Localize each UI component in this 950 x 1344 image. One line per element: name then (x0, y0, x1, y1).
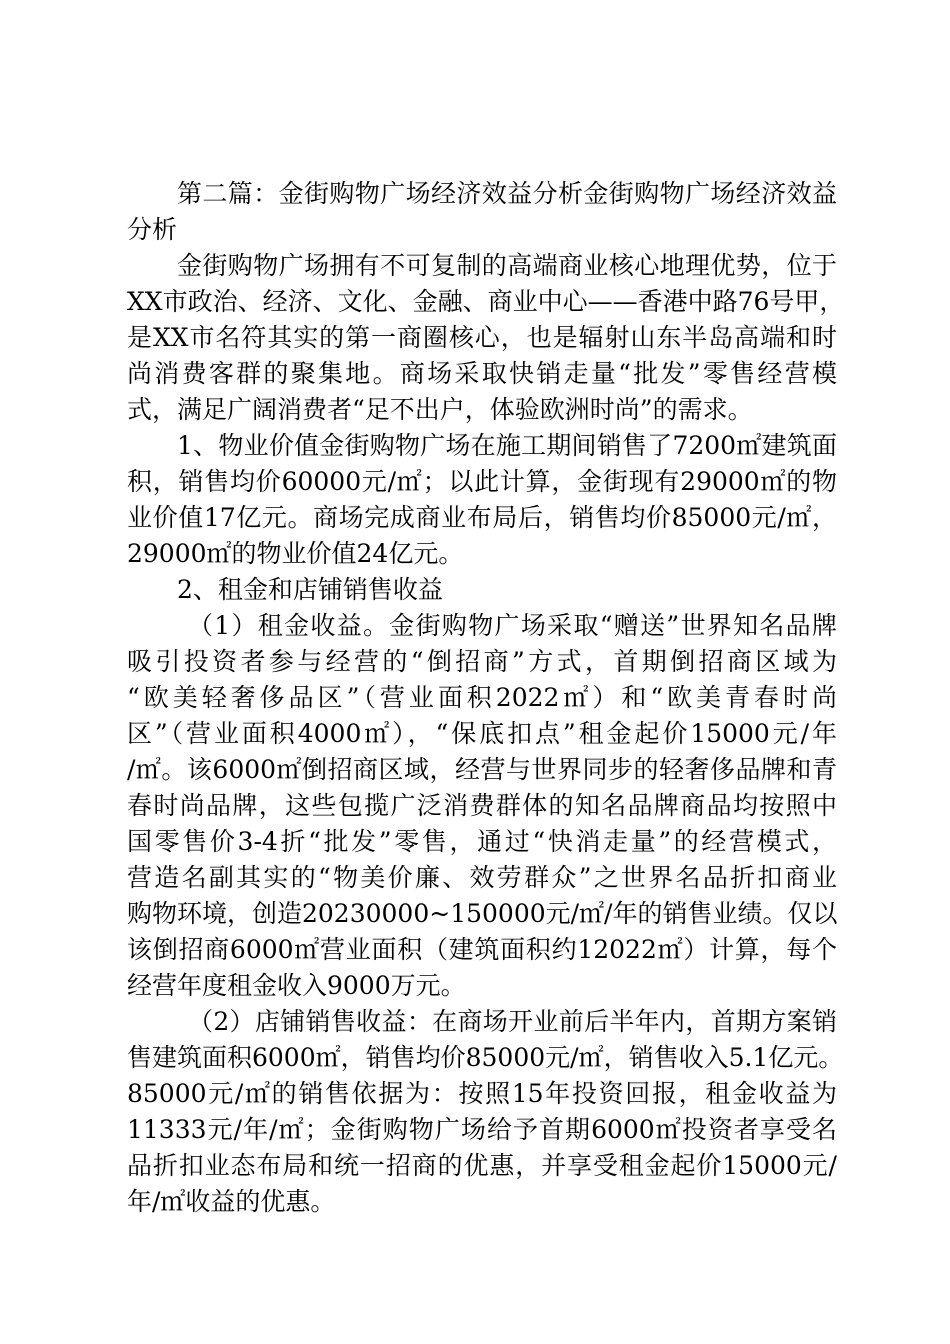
text-line: 尚消费客群的聚集地。商场采取快销走量“批发”零售经营模 (127, 359, 837, 388)
text-line: 是XX市名符其实的第一商圈核心，也是辐射山东半岛高端和时 (127, 323, 837, 352)
text-line: 区”（营业面积4000㎡），“保底扣点”租金起价15000元/年 (127, 719, 837, 748)
text-line: /㎡。该6000㎡倒招商区域，经营与世界同步的轻奢侈品牌和青 (127, 755, 837, 784)
text-line: “欧美轻奢侈品区”（营业面积2022㎡）和“欧美青春时尚 (127, 683, 837, 712)
text-line: 品折扣业态布局和统一招商的优惠，并享受租金起价15000元/ (127, 1151, 837, 1180)
text-line: 业价值17亿元。商场完成商业布局后，销售均价85000元/㎡， (127, 503, 837, 532)
text-line: 85000元/㎡的销售依据为：按照15年投资回报，租金收益为 (127, 1079, 837, 1108)
text-line: 分析 (127, 215, 178, 244)
text-line: 年/㎡收益的优惠。 (127, 1187, 336, 1216)
text-line: 金街购物广场拥有不可复制的高端商业核心地理优势，位于 (177, 251, 837, 280)
text-line: 春时尚品牌，这些包揽广泛消费群体的知名品牌商品均按照中 (127, 791, 837, 820)
section-heading: 2、租金和店铺销售收益 (177, 575, 443, 604)
text-line: 国零售价3-4折“批发”零售，通过“快消走量”的经营模式， (127, 827, 837, 856)
text-line: 29000㎡的物业价值24亿元。 (127, 539, 464, 568)
text-line: 营造名副其实的“物美价廉、效劳群众”之世界名品折扣商业 (127, 863, 837, 892)
text-line: 经营年度租金收入9000万元。 (127, 971, 466, 1000)
text-line: 吸引投资者参与经营的“倒招商”方式，首期倒招商区域为 (127, 647, 837, 676)
text-line: 11333元/年/㎡；金街购物广场给予首期6000㎡投资者享受名 (127, 1115, 837, 1144)
text-line: （1）租金收益。金街购物广场采取“赠送”世界知名品牌 (188, 611, 837, 640)
text-line: XX市政治、经济、文化、金融、商业中心——香港中路76号甲， (127, 287, 845, 316)
text-line: 第二篇：金街购物广场经济效益分析金街购物广场经济效益 (177, 179, 837, 208)
text-line: 售建筑面积6000㎡，销售均价85000元/㎡，销售收入5.1亿元。 (127, 1043, 844, 1072)
text-line: 式，满足广阔消费者“足不出户，体验欧洲时尚”的需求。 (127, 395, 753, 424)
text-line: 积，销售均价60000元/㎡；以此计算，金街现有29000㎡的物 (127, 467, 837, 496)
text-line: 该倒招商6000㎡营业面积（建筑面积约12022㎡）计算，每个 (127, 935, 837, 964)
text-line: 1、物业价值金街购物广场在施工期间销售了7200㎡建筑面 (177, 431, 837, 460)
text-line: 购物环境，创造20230000~150000元/㎡/年的销售业绩。仅以 (127, 899, 838, 928)
text-line: （2）店铺销售收益：在商场开业前后半年内，首期方案销 (188, 1007, 837, 1036)
